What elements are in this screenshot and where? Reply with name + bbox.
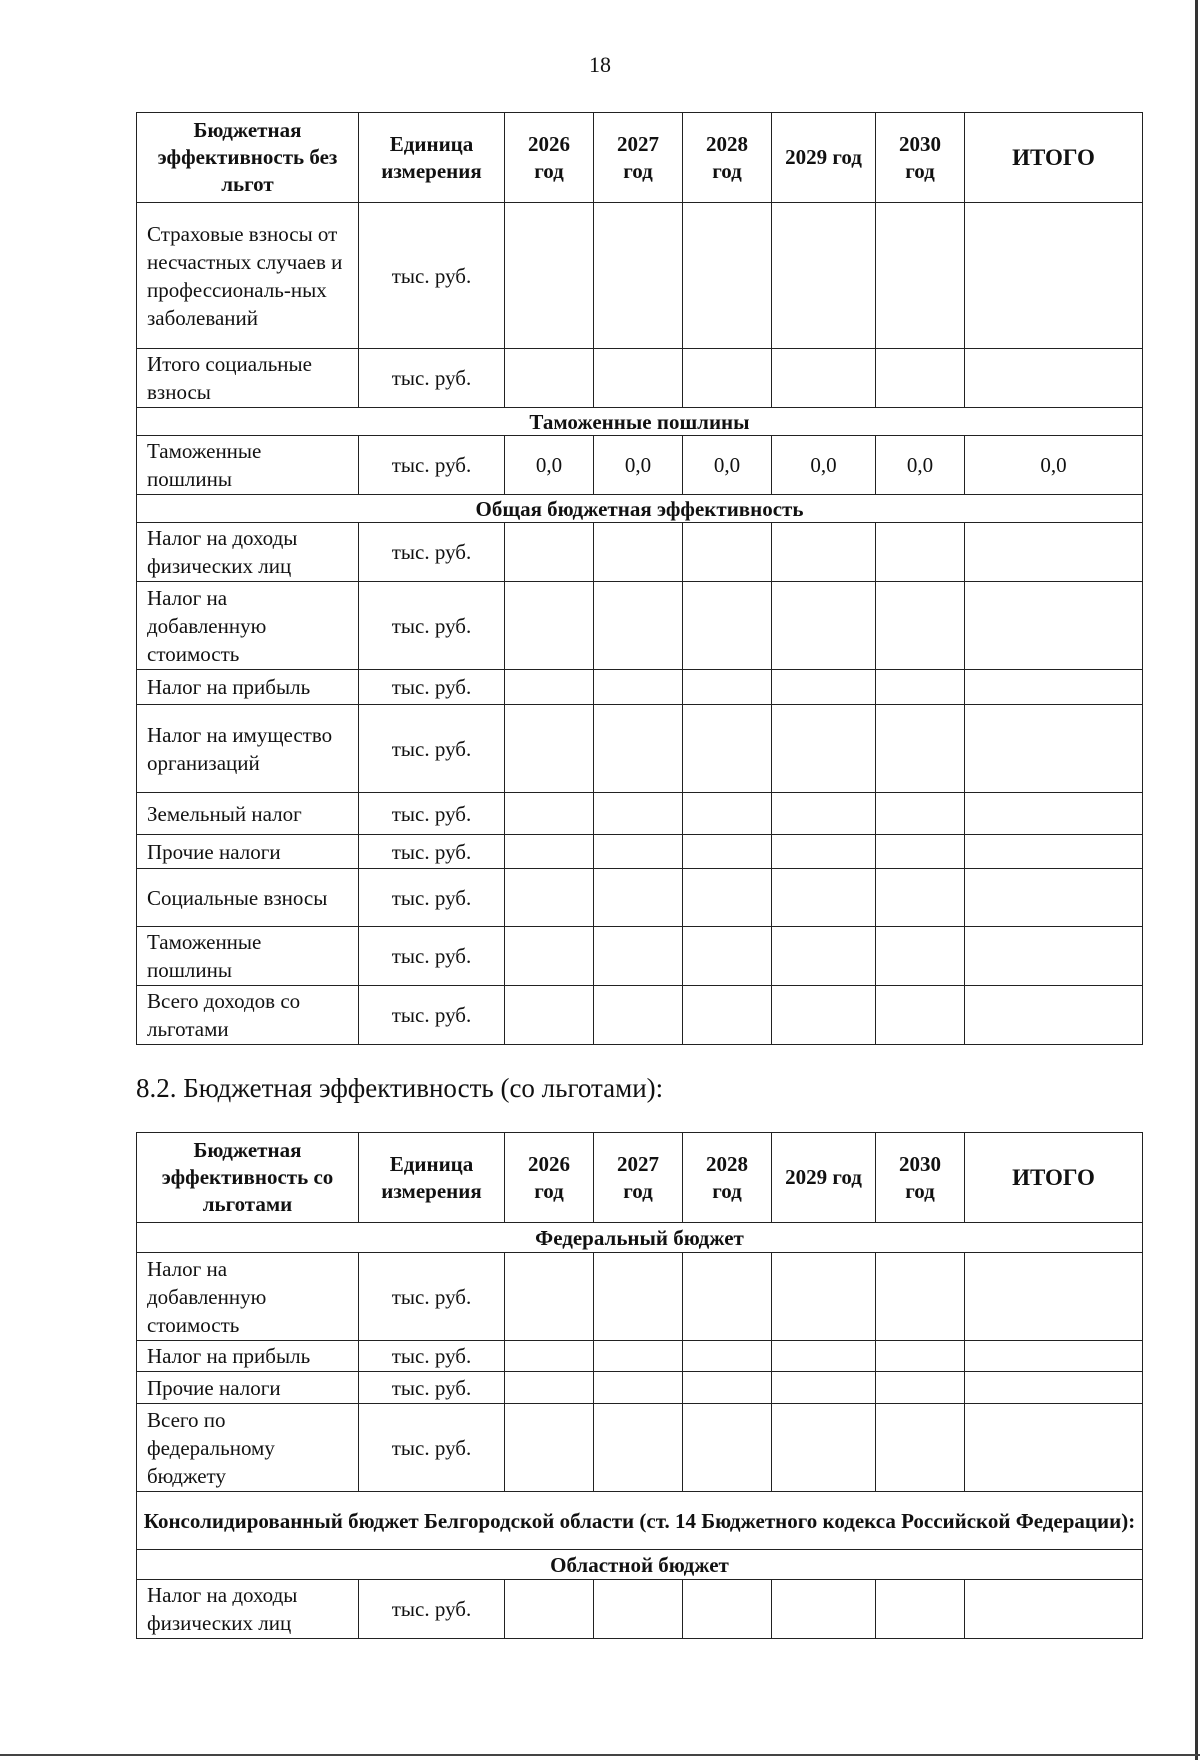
value-cell-year — [683, 986, 772, 1045]
value-cell-total — [965, 793, 1143, 835]
table-row — [137, 793, 1143, 835]
row-indicator-name: Прочие налоги — [137, 835, 359, 869]
value-cell-year — [876, 1341, 965, 1372]
row-unit: тыс. руб. — [359, 986, 505, 1045]
header-year-2028: 2028 год — [683, 113, 772, 203]
row-unit: тыс. руб. — [359, 203, 505, 349]
header-year-2027: 2027 год — [594, 113, 683, 203]
value-cell-total — [965, 986, 1143, 1045]
section-title: Общая бюджетная эффективность — [137, 495, 1143, 523]
value-cell-year: 0,0 — [772, 436, 876, 495]
header-year-2030: 2030 год — [876, 1133, 965, 1223]
section-row — [137, 408, 1143, 436]
value-cell-total — [965, 869, 1143, 927]
row-unit: тыс. руб. — [359, 436, 505, 495]
value-cell-year — [876, 705, 965, 793]
header-year-2029: 2029 год — [772, 1133, 876, 1223]
row-indicator-name: Налог на имущество организаций — [137, 705, 359, 793]
section-heading: 8.2. Бюджетная эффективность (со льготами): — [136, 1073, 664, 1103]
value-cell-year — [594, 1404, 683, 1492]
table-row — [137, 869, 1143, 927]
value-cell-year — [505, 1580, 594, 1639]
row-indicator-name: Таможенные пошлины — [137, 436, 359, 495]
section-row — [137, 495, 1143, 523]
value-cell-year — [683, 1372, 772, 1404]
header-year-2029: 2029 год — [772, 113, 876, 203]
value-cell-year — [594, 1372, 683, 1404]
value-cell-total — [965, 349, 1143, 408]
value-cell-year — [876, 349, 965, 408]
value-cell-year — [505, 869, 594, 927]
value-cell-year — [772, 670, 876, 705]
row-unit: тыс. руб. — [359, 705, 505, 793]
value-cell-year — [772, 1253, 876, 1341]
table-row — [137, 203, 1143, 349]
table-row — [137, 1341, 1143, 1372]
value-cell-year — [594, 927, 683, 986]
table-row — [137, 705, 1143, 793]
value-cell-year — [505, 1253, 594, 1341]
value-cell-year: 0,0 — [594, 436, 683, 495]
row-indicator-name: Налог на доходы физических лиц — [137, 1580, 359, 1639]
section-title: Федеральный бюджет — [137, 1223, 1143, 1253]
row-unit: тыс. руб. — [359, 1372, 505, 1404]
value-cell-year — [594, 705, 683, 793]
row-unit: тыс. руб. — [359, 670, 505, 705]
value-cell-year — [594, 349, 683, 408]
value-cell-total — [965, 1580, 1143, 1639]
value-cell-year: 0,0 — [505, 436, 594, 495]
row-indicator-name: Всего по федеральному бюджету — [137, 1404, 359, 1492]
table-row — [137, 1372, 1143, 1404]
value-cell-year — [772, 793, 876, 835]
scan-edge-line — [1195, 0, 1198, 1760]
row-indicator-name: Налог на прибыль — [137, 1341, 359, 1372]
row-indicator-name: Земельный налог — [137, 793, 359, 835]
value-cell-total — [965, 1253, 1143, 1341]
row-unit: тыс. руб. — [359, 793, 505, 835]
value-cell-year — [683, 203, 772, 349]
header-year-2030: 2030 год — [876, 113, 965, 203]
value-cell-year — [594, 835, 683, 869]
value-cell-year — [683, 523, 772, 582]
row-unit: тыс. руб. — [359, 1253, 505, 1341]
value-cell-year — [505, 1372, 594, 1404]
value-cell-year — [505, 986, 594, 1045]
section-row — [137, 1492, 1143, 1550]
table-row — [137, 670, 1143, 705]
value-cell-year — [505, 523, 594, 582]
value-cell-year — [505, 927, 594, 986]
header-total: ИТОГО — [965, 1133, 1143, 1223]
value-cell-year — [683, 793, 772, 835]
budget-efficiency-table-without-benefits — [136, 112, 1143, 1045]
row-unit: тыс. руб. — [359, 349, 505, 408]
value-cell-year — [876, 927, 965, 986]
header-year-2026: 2026 год — [505, 1133, 594, 1223]
value-cell-year — [876, 835, 965, 869]
value-cell-year — [683, 349, 772, 408]
header-year-2027: 2027 год — [594, 1133, 683, 1223]
value-cell-year — [594, 523, 683, 582]
value-cell-year — [876, 670, 965, 705]
table-row — [137, 582, 1143, 670]
value-cell-year — [683, 1253, 772, 1341]
value-cell-year — [683, 582, 772, 670]
header-unit: Единица измерения — [359, 1133, 505, 1223]
row-unit: тыс. руб. — [359, 927, 505, 986]
value-cell-year — [772, 582, 876, 670]
header-indicator: Бюджетная эффективность без льгот — [137, 113, 359, 203]
value-cell-year — [594, 1253, 683, 1341]
row-indicator-name: Налог на прибыль — [137, 670, 359, 705]
value-cell-year — [876, 582, 965, 670]
value-cell-year — [876, 869, 965, 927]
table-header-row — [137, 1133, 1143, 1223]
value-cell-year — [505, 835, 594, 869]
row-indicator-name: Всего доходов со льготами — [137, 986, 359, 1045]
page-number: 18 — [589, 52, 611, 77]
table-row — [137, 986, 1143, 1045]
value-cell-year — [505, 1404, 594, 1492]
value-cell-year — [876, 986, 965, 1045]
row-unit: тыс. руб. — [359, 1580, 505, 1639]
value-cell-year — [772, 203, 876, 349]
value-cell-year — [505, 203, 594, 349]
table-row — [137, 523, 1143, 582]
table-row — [137, 1580, 1143, 1639]
value-cell-year — [594, 1341, 683, 1372]
value-cell-year — [683, 869, 772, 927]
row-unit: тыс. руб. — [359, 582, 505, 670]
value-cell-year — [594, 670, 683, 705]
row-indicator-name: Налог на добавленную стоимость — [137, 582, 359, 670]
table-row — [137, 835, 1143, 869]
header-indicator: Бюджетная эффективность со льготами — [137, 1133, 359, 1223]
row-indicator-name: Итого социальные взносы — [137, 349, 359, 408]
value-cell-total — [965, 1372, 1143, 1404]
table-row — [137, 1404, 1143, 1492]
value-cell-year — [505, 582, 594, 670]
value-cell-year — [594, 203, 683, 349]
value-cell-year: 0,0 — [683, 436, 772, 495]
value-cell-year — [772, 523, 876, 582]
row-unit: тыс. руб. — [359, 869, 505, 927]
value-cell-year — [772, 1580, 876, 1639]
row-unit: тыс. руб. — [359, 1404, 505, 1492]
value-cell-year — [876, 1372, 965, 1404]
header-year-2026: 2026 год — [505, 113, 594, 203]
value-cell-year — [505, 793, 594, 835]
value-cell-year — [772, 869, 876, 927]
value-cell-total — [965, 1404, 1143, 1492]
table-row — [137, 1253, 1143, 1341]
value-cell-year — [683, 1580, 772, 1639]
value-cell-year — [772, 927, 876, 986]
table-row — [137, 927, 1143, 986]
table-row — [137, 349, 1143, 408]
section-title: Консолидированный бюджет Белгородской области (ст. 14 Бюджетного кодекса Российской Федерации): — [137, 1492, 1143, 1550]
header-total: ИТОГО — [965, 113, 1143, 203]
row-indicator-name: Налог на добавленную стоимость — [137, 1253, 359, 1341]
row-indicator-name: Прочие налоги — [137, 1372, 359, 1404]
value-cell-year — [683, 1341, 772, 1372]
section-row — [137, 1550, 1143, 1580]
value-cell-year — [772, 705, 876, 793]
row-unit: тыс. руб. — [359, 1341, 505, 1372]
value-cell-year — [876, 1253, 965, 1341]
value-cell-total — [965, 203, 1143, 349]
value-cell-year — [772, 349, 876, 408]
value-cell-year — [772, 1372, 876, 1404]
value-cell-year — [683, 670, 772, 705]
value-cell-total — [965, 835, 1143, 869]
value-cell-year — [594, 582, 683, 670]
section-row — [137, 1223, 1143, 1253]
value-cell-year — [683, 835, 772, 869]
value-cell-year — [505, 670, 594, 705]
value-cell-year — [772, 986, 876, 1045]
value-cell-total — [965, 523, 1143, 582]
value-cell-year — [594, 986, 683, 1045]
table-row — [137, 436, 1143, 495]
value-cell-year — [772, 1404, 876, 1492]
row-indicator-name: Таможенные пошлины — [137, 927, 359, 986]
value-cell-year — [876, 793, 965, 835]
value-cell-year — [876, 1404, 965, 1492]
row-unit: тыс. руб. — [359, 523, 505, 582]
table-header-row — [137, 113, 1143, 203]
header-unit: Единица измерения — [359, 113, 505, 203]
value-cell-year — [594, 793, 683, 835]
value-cell-year — [772, 1341, 876, 1372]
value-cell-year — [505, 1341, 594, 1372]
row-indicator-name: Налог на доходы физических лиц — [137, 523, 359, 582]
value-cell-year — [505, 349, 594, 408]
header-year-2028: 2028 год — [683, 1133, 772, 1223]
value-cell-total: 0,0 — [965, 436, 1143, 495]
value-cell-year: 0,0 — [876, 436, 965, 495]
value-cell-year — [683, 705, 772, 793]
value-cell-total — [965, 705, 1143, 793]
section-title: Областной бюджет — [137, 1550, 1143, 1580]
budget-efficiency-table-with-benefits — [136, 1132, 1143, 1639]
value-cell-total — [965, 927, 1143, 986]
value-cell-year — [876, 203, 965, 349]
value-cell-year — [683, 1404, 772, 1492]
value-cell-year — [594, 869, 683, 927]
section-title: Таможенные пошлины — [137, 408, 1143, 436]
row-indicator-name: Страховые взносы от несчастных случаев и профессиональ-ных заболеваний — [137, 203, 359, 349]
value-cell-year — [772, 835, 876, 869]
value-cell-year — [505, 705, 594, 793]
row-unit: тыс. руб. — [359, 835, 505, 869]
value-cell-year — [876, 1580, 965, 1639]
scan-bottom-line — [0, 1754, 1200, 1756]
value-cell-year — [683, 927, 772, 986]
row-indicator-name: Социальные взносы — [137, 869, 359, 927]
value-cell-total — [965, 1341, 1143, 1372]
value-cell-year — [876, 523, 965, 582]
value-cell-total — [965, 670, 1143, 705]
value-cell-year — [594, 1580, 683, 1639]
value-cell-total — [965, 582, 1143, 670]
